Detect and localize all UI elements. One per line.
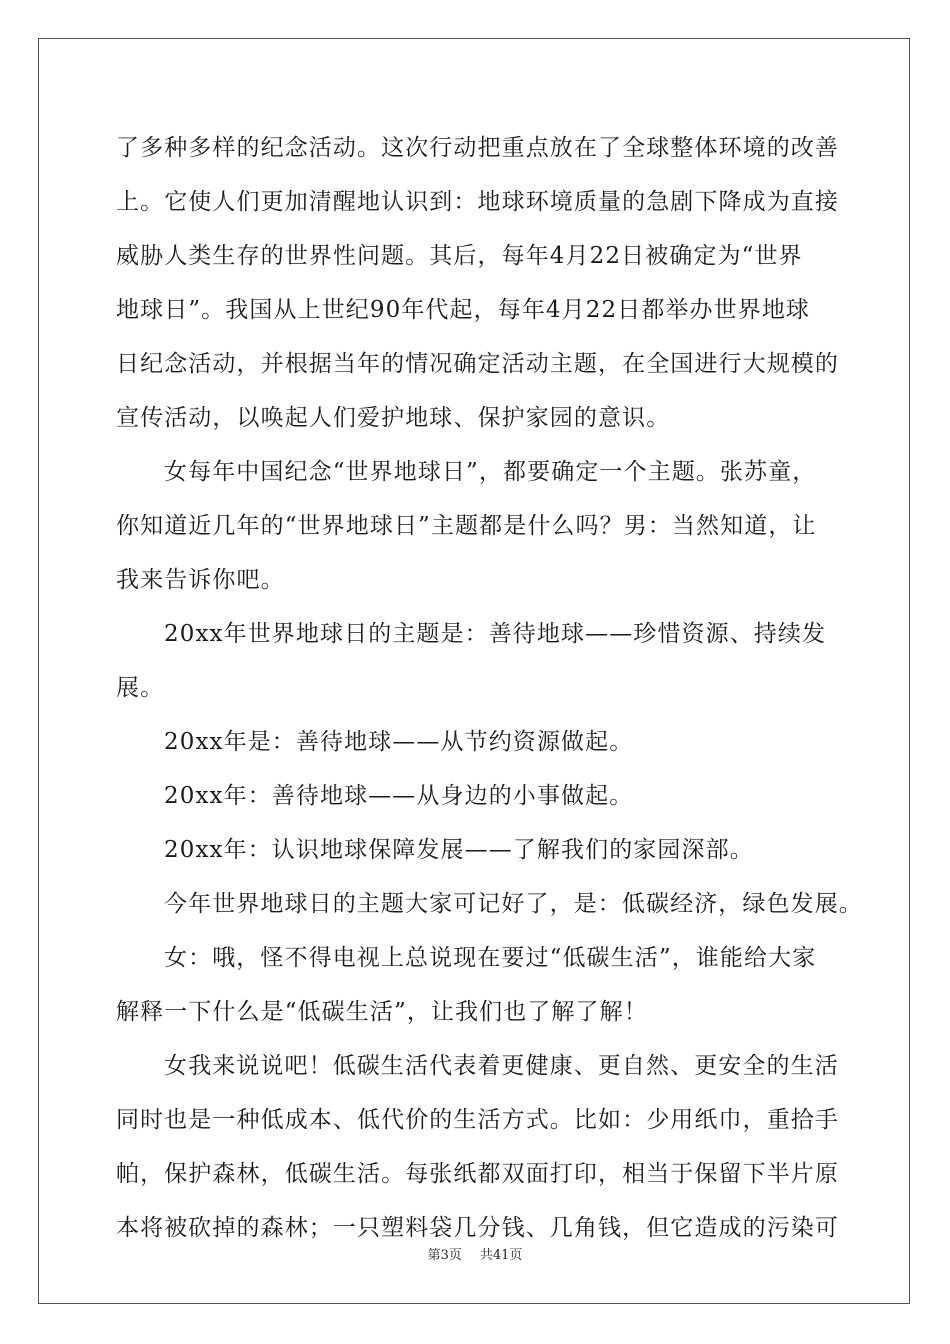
paragraph-start-line: 20xx年：认识地球保障发展——了解我们的家园深部。 (164, 837, 754, 863)
text-line: 地球日”。我国从上世纪90年代起，每年4月22日都举办世界地球 (116, 297, 811, 323)
text-line: 上。它使人们更加清醒地认识到：地球环境质量的急剧下降成为直接 (116, 189, 839, 215)
text-line: 帕，保护森林，低碳生活。每张纸都双面打印，相当于保留下半片原 (116, 1161, 839, 1187)
text-line: 本将被砍掉的森林；一只塑料袋几分钱、几角钱，但它造成的污染可 (116, 1215, 839, 1241)
text-line: 解释一下什么是“低碳生活”，让我们也了解了解！ (116, 999, 648, 1025)
text-line: 了多种多样的纪念活动。这次行动把重点放在了全球整体环境的改善 (116, 135, 839, 161)
text-line: 展。 (116, 675, 165, 701)
text-line: 日纪念活动，并根据当年的情况确定活动主题，在全国进行大规模的 (116, 351, 839, 377)
text-line: 威胁人类生存的世界性问题。其后，每年4月22日被确定为“世界 (116, 243, 803, 269)
text-line: 宣传活动，以唤起人们爱护地球、保护家园的意识。 (116, 405, 671, 431)
text-line: 你知道近几年的“世界地球日”主题都是什么吗？男：当然知道，让 (116, 513, 817, 539)
paragraph-start-line: 20xx年世界地球日的主题是：善待地球——珍惜资源、持续发 (164, 621, 827, 647)
text-line: 我来告诉你吧。 (116, 567, 285, 593)
paragraph-start-line: 女每年中国纪念“世界地球日”，都要确定一个主题。张苏童， (164, 459, 817, 485)
paragraph-start-line: 20xx年是：善待地球——从节约资源做起。 (164, 729, 634, 755)
paragraph-start-line: 今年世界地球日的主题大家可记好了，是：低碳经济，绿色发展。 (164, 891, 863, 917)
paragraph-start-line: 女我来说说吧！低碳生活代表着更健康、更自然、更安全的生活 (164, 1053, 839, 1079)
page-total: 共41页 (479, 1248, 523, 1263)
text-line: 同时也是一种低成本、低代价的生活方式。比如：少用纸巾，重拾手 (116, 1107, 839, 1133)
paragraph-start-line: 女：哦，怪不得电视上总说现在要过“低碳生活”，谁能给大家 (164, 945, 817, 971)
paragraph-start-line: 20xx年：善待地球——从身边的小事做起。 (164, 783, 634, 809)
page-number: 第3页 (427, 1248, 462, 1263)
page-footer (0, 1244, 950, 1263)
